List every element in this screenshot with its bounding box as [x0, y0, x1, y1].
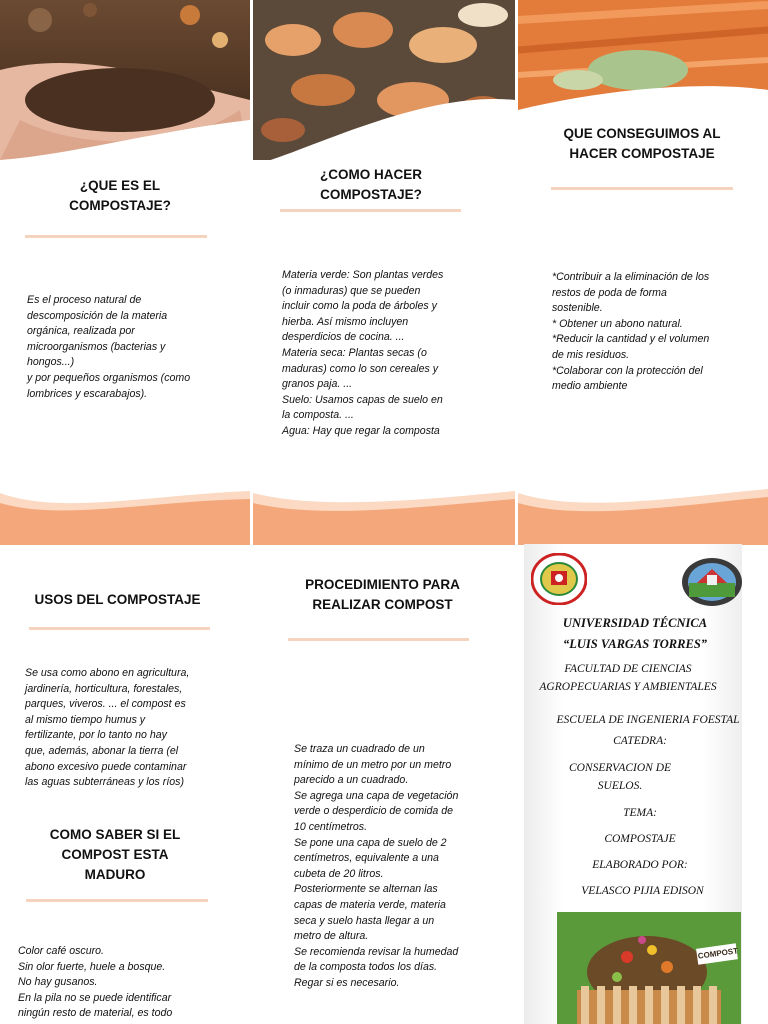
title-procedimiento: PROCEDIMIENTO PARA REALIZAR COMPOST	[305, 577, 460, 612]
column-separator	[515, 0, 518, 545]
divider-rule	[288, 638, 469, 641]
catedra-label: CATEDRA:	[613, 735, 667, 747]
text-procedimiento: Se traza un cuadrado de un mínimo de un metro por un metro parecido a un cuadrado. Se agrega una capa de vegetación verde o desperdicio de comida de 10 centímetros. Se pone una capa de suelo de 2 centímetros, equivalente a una cubeta de 20 litros. Posteriormente se alternan las capas de materia verde, materia seca y suelo hasta llegar a un metro de altura. Se recomienda revisar la humedad de la composta todos los días. Regar si es necesario.	[294, 743, 459, 989]
text-usos-compostaje: Se usa como abono en agricultura, jardinería, horticultura, forestales, parques, viveros. ... el compost es al mismo tiempo humus y fertilizante, por lo tanto no hay que, además, abonar la tierra (el abono excesivo puede contaminar las aguas subterráneas y los ríos)	[25, 667, 190, 789]
divider-rule	[26, 899, 208, 902]
school-name: ESCUELA DE INGENIERIA FOESTAL	[556, 714, 740, 726]
text-compost-maduro: Color café oscuro. Sin olor fuerte, huele a bosque. No hay gusanos. En la pila no se puede identificar ningún resto de material, es todo	[18, 945, 173, 1020]
author-label: ELABORADO POR:	[592, 859, 688, 871]
divider-rule	[29, 627, 210, 630]
author-name: VELASCO PIJIA EDISON	[581, 885, 704, 897]
column-separator	[250, 0, 253, 545]
compost-illustration	[557, 912, 741, 1024]
catedra-value: CONSERVACION DE SUELOS.	[568, 762, 672, 792]
title-compost-maduro: COMO SABER SI EL COMPOST ESTA MADURO	[49, 827, 181, 882]
text-que-es-compostaje: Es el proceso natural de descomposición de la materia orgánica, realizada por microorganismos (bacterias y hongos...) y por pequeños organismos (como lombrices y escarabajos).	[27, 294, 191, 400]
divider-rule	[25, 235, 207, 238]
university-seal-logo	[531, 553, 587, 605]
tema-value: COMPOSTAJE	[604, 833, 676, 845]
title-como-hacer-compostaje: ¿COMO HACER COMPOSTAJE?	[320, 167, 422, 202]
faculty-name: FACULTAD DE CIENCIAS AGROPECUARIAS Y AMBIENTALES	[539, 663, 717, 693]
university-name: UNIVERSIDAD TÉCNICA “LUIS VARGAS TORRES”	[562, 616, 708, 651]
tema-label: TEMA:	[623, 807, 657, 819]
title-usos-compostaje: USOS DEL COMPOSTAJE	[34, 592, 201, 607]
middle-wave-band	[0, 485, 768, 545]
faculty-gear-logo	[681, 557, 743, 607]
divider-rule	[551, 187, 733, 190]
compost-sign-label: COMPOST	[697, 946, 739, 961]
text-que-conseguimos: *Contribuir a la eliminación de los restos de poda de forma sostenible. * Obtener un abono natural. *Reducir la cantidad y el volumen de mis residuos. *Colaborar con la protección del medio ambiente	[552, 271, 710, 393]
text-como-hacer-compostaje: Materia verde: Son plantas verdes (o inmaduras) que se pueden incluir como la poda de árboles y hierba. Así mismo incluyen desperdicios de cocina. ... Materia seca: Plantas secas (o maduras) como lo son cereales y granos paja. ... Suelo: Usamos capas de suelo en la composta. ... Agua: Hay que regar la composta	[282, 269, 444, 437]
divider-rule	[280, 209, 461, 212]
title-que-conseguimos: QUE CONSEGUIMOS AL HACER COMPOSTAJE	[563, 126, 721, 161]
title-que-es-compostaje: ¿QUE ES EL COMPOSTAJE?	[69, 178, 171, 213]
